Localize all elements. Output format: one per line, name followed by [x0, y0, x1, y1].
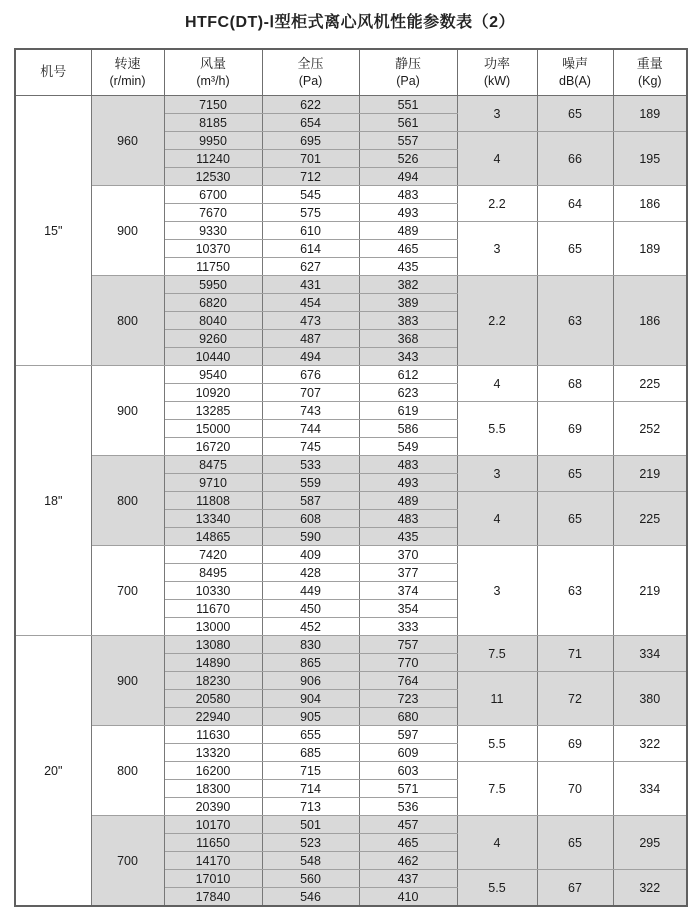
total-pressure-cell: 473 — [262, 312, 359, 330]
power-cell: 2.2 — [457, 186, 537, 222]
total-pressure-cell: 575 — [262, 204, 359, 222]
static-pressure-cell: 723 — [359, 690, 457, 708]
flow-cell: 13320 — [164, 744, 262, 762]
header-static-pressure: 静压 (Pa) — [359, 49, 457, 96]
header-rpm: 转速 (r/min) — [91, 49, 164, 96]
static-pressure-cell: 465 — [359, 834, 457, 852]
power-cell: 5.5 — [457, 870, 537, 907]
noise-cell: 63 — [537, 276, 613, 366]
flow-cell: 10170 — [164, 816, 262, 834]
static-pressure-cell: 619 — [359, 402, 457, 420]
rpm-cell: 800 — [91, 726, 164, 816]
header-noise: 噪声 dB(A) — [537, 49, 613, 96]
weight-cell: 322 — [613, 870, 687, 907]
static-pressure-cell: 536 — [359, 798, 457, 816]
static-pressure-cell: 457 — [359, 816, 457, 834]
static-pressure-cell: 354 — [359, 600, 457, 618]
total-pressure-cell: 559 — [262, 474, 359, 492]
flow-cell: 11240 — [164, 150, 262, 168]
total-pressure-cell: 533 — [262, 456, 359, 474]
flow-cell: 7150 — [164, 96, 262, 114]
weight-cell: 186 — [613, 186, 687, 222]
noise-cell: 64 — [537, 186, 613, 222]
flow-cell: 13000 — [164, 618, 262, 636]
static-pressure-cell: 437 — [359, 870, 457, 888]
flow-cell: 8040 — [164, 312, 262, 330]
rpm-cell: 900 — [91, 186, 164, 276]
table-row — [15, 366, 687, 384]
static-pressure-cell: 561 — [359, 114, 457, 132]
weight-cell: 322 — [613, 726, 687, 762]
static-pressure-cell: 493 — [359, 204, 457, 222]
static-pressure-cell: 494 — [359, 168, 457, 186]
rpm-cell: 960 — [91, 96, 164, 186]
static-pressure-cell: 483 — [359, 186, 457, 204]
static-pressure-cell: 333 — [359, 618, 457, 636]
static-pressure-cell: 612 — [359, 366, 457, 384]
total-pressure-cell: 714 — [262, 780, 359, 798]
flow-cell: 13285 — [164, 402, 262, 420]
power-cell: 4 — [457, 492, 537, 546]
static-pressure-cell: 483 — [359, 510, 457, 528]
table-row — [15, 276, 687, 294]
static-pressure-cell: 389 — [359, 294, 457, 312]
flow-cell: 9710 — [164, 474, 262, 492]
noise-cell: 63 — [537, 546, 613, 636]
noise-cell: 68 — [537, 366, 613, 402]
power-cell: 3 — [457, 222, 537, 276]
flow-cell: 14865 — [164, 528, 262, 546]
header-total-pressure: 全压 (Pa) — [262, 49, 359, 96]
weight-cell: 225 — [613, 492, 687, 546]
flow-cell: 15000 — [164, 420, 262, 438]
total-pressure-cell: 546 — [262, 888, 359, 907]
static-pressure-cell: 410 — [359, 888, 457, 907]
noise-cell: 65 — [537, 222, 613, 276]
total-pressure-cell: 906 — [262, 672, 359, 690]
model-cell: 15" — [15, 96, 91, 366]
weight-cell: 334 — [613, 762, 687, 816]
rpm-cell: 900 — [91, 366, 164, 456]
table-row — [15, 726, 687, 744]
power-cell: 3 — [457, 456, 537, 492]
rpm-cell: 800 — [91, 456, 164, 546]
power-cell: 5.5 — [457, 726, 537, 762]
table-row — [15, 186, 687, 204]
total-pressure-cell: 523 — [262, 834, 359, 852]
flow-cell: 14890 — [164, 654, 262, 672]
static-pressure-cell: 462 — [359, 852, 457, 870]
noise-cell: 66 — [537, 132, 613, 186]
flow-cell: 7670 — [164, 204, 262, 222]
flow-cell: 10330 — [164, 582, 262, 600]
power-cell: 5.5 — [457, 402, 537, 456]
flow-cell: 11630 — [164, 726, 262, 744]
rpm-cell: 700 — [91, 546, 164, 636]
flow-cell: 20580 — [164, 690, 262, 708]
noise-cell: 71 — [537, 636, 613, 672]
flow-cell: 18230 — [164, 672, 262, 690]
flow-cell: 10920 — [164, 384, 262, 402]
static-pressure-cell: 374 — [359, 582, 457, 600]
weight-cell: 380 — [613, 672, 687, 726]
weight-cell: 189 — [613, 96, 687, 132]
flow-cell: 11650 — [164, 834, 262, 852]
total-pressure-cell: 614 — [262, 240, 359, 258]
static-pressure-cell: 680 — [359, 708, 457, 726]
rpm-cell: 800 — [91, 276, 164, 366]
total-pressure-cell: 452 — [262, 618, 359, 636]
flow-cell: 22940 — [164, 708, 262, 726]
flow-cell: 16720 — [164, 438, 262, 456]
total-pressure-cell: 587 — [262, 492, 359, 510]
flow-cell: 8475 — [164, 456, 262, 474]
weight-cell: 225 — [613, 366, 687, 402]
static-pressure-cell: 571 — [359, 780, 457, 798]
flow-cell: 9260 — [164, 330, 262, 348]
total-pressure-cell: 608 — [262, 510, 359, 528]
total-pressure-cell: 744 — [262, 420, 359, 438]
total-pressure-cell: 487 — [262, 330, 359, 348]
static-pressure-cell: 483 — [359, 456, 457, 474]
power-cell: 7.5 — [457, 762, 537, 816]
total-pressure-cell: 409 — [262, 546, 359, 564]
total-pressure-cell: 865 — [262, 654, 359, 672]
flow-cell: 6700 — [164, 186, 262, 204]
static-pressure-cell: 603 — [359, 762, 457, 780]
total-pressure-cell: 715 — [262, 762, 359, 780]
total-pressure-cell: 590 — [262, 528, 359, 546]
weight-cell: 219 — [613, 456, 687, 492]
total-pressure-cell: 743 — [262, 402, 359, 420]
flow-cell: 9950 — [164, 132, 262, 150]
flow-cell: 10440 — [164, 348, 262, 366]
flow-cell: 12530 — [164, 168, 262, 186]
static-pressure-cell: 557 — [359, 132, 457, 150]
table-row — [15, 96, 687, 114]
total-pressure-cell: 685 — [262, 744, 359, 762]
static-pressure-cell: 551 — [359, 96, 457, 114]
flow-cell: 18300 — [164, 780, 262, 798]
header-power: 功率 (kW) — [457, 49, 537, 96]
static-pressure-cell: 383 — [359, 312, 457, 330]
weight-cell: 252 — [613, 402, 687, 456]
total-pressure-cell: 676 — [262, 366, 359, 384]
static-pressure-cell: 489 — [359, 222, 457, 240]
weight-cell: 189 — [613, 222, 687, 276]
total-pressure-cell: 545 — [262, 186, 359, 204]
static-pressure-cell: 623 — [359, 384, 457, 402]
total-pressure-cell: 904 — [262, 690, 359, 708]
flow-cell: 5950 — [164, 276, 262, 294]
flow-cell: 6820 — [164, 294, 262, 312]
noise-cell: 70 — [537, 762, 613, 816]
flow-cell: 20390 — [164, 798, 262, 816]
static-pressure-cell: 609 — [359, 744, 457, 762]
static-pressure-cell: 343 — [359, 348, 457, 366]
flow-cell: 11808 — [164, 492, 262, 510]
total-pressure-cell: 610 — [262, 222, 359, 240]
noise-cell: 72 — [537, 672, 613, 726]
table-row — [15, 816, 687, 834]
total-pressure-cell: 494 — [262, 348, 359, 366]
flow-cell: 8185 — [164, 114, 262, 132]
noise-cell: 69 — [537, 402, 613, 456]
flow-cell: 10370 — [164, 240, 262, 258]
static-pressure-cell: 377 — [359, 564, 457, 582]
total-pressure-cell: 431 — [262, 276, 359, 294]
noise-cell: 69 — [537, 726, 613, 762]
noise-cell: 67 — [537, 870, 613, 907]
total-pressure-cell: 627 — [262, 258, 359, 276]
static-pressure-cell: 435 — [359, 528, 457, 546]
table-row — [15, 546, 687, 564]
flow-cell: 7420 — [164, 546, 262, 564]
weight-cell: 219 — [613, 546, 687, 636]
flow-cell: 8495 — [164, 564, 262, 582]
flow-cell: 9330 — [164, 222, 262, 240]
total-pressure-cell: 830 — [262, 636, 359, 654]
power-cell: 4 — [457, 816, 537, 870]
weight-cell: 186 — [613, 276, 687, 366]
performance-table — [14, 48, 688, 907]
table-row — [15, 456, 687, 474]
noise-cell: 65 — [537, 96, 613, 132]
total-pressure-cell: 695 — [262, 132, 359, 150]
flow-cell: 16200 — [164, 762, 262, 780]
total-pressure-cell: 701 — [262, 150, 359, 168]
power-cell: 11 — [457, 672, 537, 726]
table-body — [15, 96, 687, 907]
header-weight: 重量 (Kg) — [613, 49, 687, 96]
total-pressure-cell: 450 — [262, 600, 359, 618]
static-pressure-cell: 368 — [359, 330, 457, 348]
total-pressure-cell: 560 — [262, 870, 359, 888]
total-pressure-cell: 501 — [262, 816, 359, 834]
weight-cell: 195 — [613, 132, 687, 186]
page-title: HTFC(DT)-Ⅰ型柜式离心风机性能参数表（2） — [184, 14, 516, 31]
total-pressure-cell: 712 — [262, 168, 359, 186]
header-model: 机号 — [15, 49, 91, 96]
static-pressure-cell: 597 — [359, 726, 457, 744]
total-pressure-cell: 454 — [262, 294, 359, 312]
flow-cell: 17840 — [164, 888, 262, 907]
total-pressure-cell: 622 — [262, 96, 359, 114]
header-row — [15, 49, 687, 96]
rpm-cell: 900 — [91, 636, 164, 726]
model-cell: 20" — [15, 636, 91, 907]
total-pressure-cell: 449 — [262, 582, 359, 600]
total-pressure-cell: 707 — [262, 384, 359, 402]
static-pressure-cell: 764 — [359, 672, 457, 690]
total-pressure-cell: 713 — [262, 798, 359, 816]
total-pressure-cell: 548 — [262, 852, 359, 870]
static-pressure-cell: 526 — [359, 150, 457, 168]
total-pressure-cell: 745 — [262, 438, 359, 456]
static-pressure-cell: 489 — [359, 492, 457, 510]
static-pressure-cell: 770 — [359, 654, 457, 672]
rpm-cell: 700 — [91, 816, 164, 907]
weight-cell: 334 — [613, 636, 687, 672]
flow-cell: 9540 — [164, 366, 262, 384]
total-pressure-cell: 655 — [262, 726, 359, 744]
model-cell: 18" — [15, 366, 91, 636]
total-pressure-cell: 905 — [262, 708, 359, 726]
static-pressure-cell: 382 — [359, 276, 457, 294]
power-cell: 3 — [457, 546, 537, 636]
weight-cell: 295 — [613, 816, 687, 870]
power-cell: 2.2 — [457, 276, 537, 366]
power-cell: 7.5 — [457, 636, 537, 672]
total-pressure-cell: 654 — [262, 114, 359, 132]
noise-cell: 65 — [537, 816, 613, 870]
header-flow: 风量 (m³/h) — [164, 49, 262, 96]
static-pressure-cell: 465 — [359, 240, 457, 258]
power-cell: 4 — [457, 132, 537, 186]
flow-cell: 14170 — [164, 852, 262, 870]
noise-cell: 65 — [537, 492, 613, 546]
power-cell: 3 — [457, 96, 537, 132]
static-pressure-cell: 370 — [359, 546, 457, 564]
total-pressure-cell: 428 — [262, 564, 359, 582]
flow-cell: 17010 — [164, 870, 262, 888]
flow-cell: 13080 — [164, 636, 262, 654]
power-cell: 4 — [457, 366, 537, 402]
static-pressure-cell: 757 — [359, 636, 457, 654]
noise-cell: 65 — [537, 456, 613, 492]
flow-cell: 11750 — [164, 258, 262, 276]
static-pressure-cell: 549 — [359, 438, 457, 456]
static-pressure-cell: 435 — [359, 258, 457, 276]
static-pressure-cell: 493 — [359, 474, 457, 492]
flow-cell: 11670 — [164, 600, 262, 618]
static-pressure-cell: 586 — [359, 420, 457, 438]
flow-cell: 13340 — [164, 510, 262, 528]
table-row — [15, 636, 687, 654]
